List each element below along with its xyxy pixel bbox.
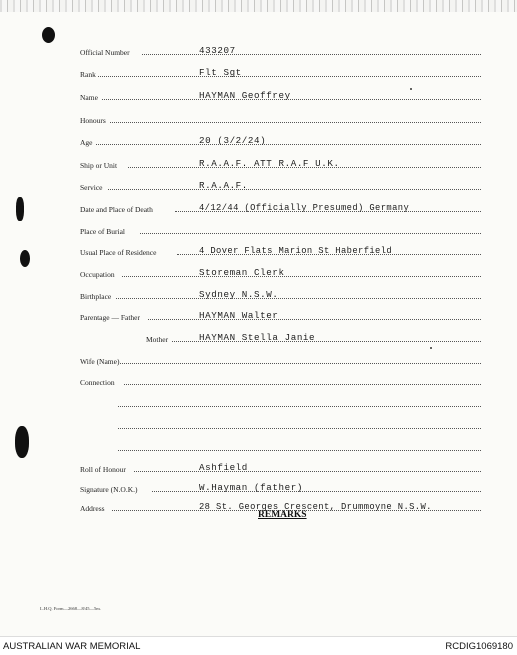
field-ship-or-unit: [0, 153, 517, 171]
archive-footer: [0, 636, 517, 655]
field-value: 4/12/44 (Officially Presumed) Germany: [199, 203, 410, 213]
field-rank: [0, 62, 517, 80]
dotted-line: [134, 471, 481, 472]
field-value: 433207: [199, 45, 236, 56]
field-label: Name: [80, 93, 98, 102]
field-wife: [0, 349, 517, 367]
field-label: Rank: [80, 70, 96, 79]
field-label: Date and Place of Death: [80, 205, 153, 214]
dotted-line: [122, 276, 481, 277]
field-label: Service: [80, 183, 103, 192]
field-usual-residence: [0, 240, 517, 258]
field-value: 28 St. Georges Crescent, Drummoyne N.S.W.: [199, 502, 432, 512]
footer-institution: AUSTRALIAN WAR MEMORIAL: [3, 641, 141, 652]
dotted-line: [118, 428, 481, 429]
blank-line: [0, 414, 517, 432]
field-label: Usual Place of Residence: [80, 248, 157, 257]
field-label: Wife (Name): [80, 357, 120, 366]
field-honours: [0, 108, 517, 126]
field-value: Storeman Clerk: [199, 267, 285, 278]
field-birthplace: [0, 284, 517, 302]
dotted-line: [96, 144, 481, 145]
field-label: Parentage — Father: [80, 313, 140, 322]
field-label: Birthplace: [80, 292, 112, 301]
field-label: Roll of Honour: [80, 465, 126, 474]
field-label: Ship or Unit: [80, 161, 118, 170]
field-value: HAYMAN Walter: [199, 310, 279, 321]
field-value: R.A.A.F.: [199, 180, 248, 191]
field-label: Connection: [80, 378, 115, 387]
blank-line: [0, 436, 517, 454]
dotted-line: [140, 233, 481, 234]
field-mother: [0, 327, 517, 345]
field-label: Address: [80, 504, 105, 513]
field-official-number: [0, 40, 517, 58]
field-value: HAYMAN Geoffrey: [199, 90, 291, 101]
field-label: Age: [80, 138, 93, 147]
field-value: Flt Sgt: [199, 67, 242, 78]
field-occupation: [0, 262, 517, 280]
field-value: HAYMAN Stella Janie: [199, 332, 316, 343]
field-roll-of-honour: [0, 457, 517, 475]
dotted-line: [110, 122, 481, 123]
field-label: Occupation: [80, 270, 115, 279]
dotted-line: [120, 363, 481, 364]
dotted-line: [118, 450, 481, 451]
dotted-line: [148, 319, 481, 320]
field-value: 4 Dover Flats Marion St Haberfield: [199, 246, 393, 256]
field-label: Mother: [146, 335, 169, 344]
field-connection: [0, 370, 517, 388]
field-signature: [0, 477, 517, 495]
field-date-place-of-death: [0, 197, 517, 215]
dotted-line: [118, 406, 481, 407]
field-value: 20 (3/2/24): [199, 135, 267, 146]
field-value: Ashfield: [199, 462, 248, 473]
dotted-line: [142, 54, 481, 55]
field-father: [0, 305, 517, 323]
field-label: Official Number: [80, 48, 130, 57]
field-name: [0, 85, 517, 103]
dotted-line: [108, 189, 481, 190]
field-value: W.Hayman (father): [199, 482, 303, 493]
field-service: [0, 175, 517, 193]
form-reference: L.H.Q. Form—2668—8/45—5m.: [40, 606, 101, 611]
dotted-line: [116, 298, 481, 299]
dotted-line: [98, 76, 481, 77]
scan-edge: [0, 0, 517, 12]
dotted-line: [102, 99, 481, 100]
blank-line: [0, 392, 517, 410]
dotted-line: [124, 384, 481, 385]
footer-record-id: RCDIG1069180: [445, 641, 513, 652]
field-value: R.A.A.F. ATT R.A.F U.K.: [199, 158, 340, 169]
field-place-of-burial: [0, 219, 517, 237]
remarks-heading: REMARKS: [258, 510, 307, 520]
field-label: Place of Burial: [80, 227, 125, 236]
field-label: Honours: [80, 116, 106, 125]
field-age: [0, 130, 517, 148]
field-value: Sydney N.S.W.: [199, 289, 279, 300]
field-label: Signature (N.O.K.): [80, 485, 138, 494]
